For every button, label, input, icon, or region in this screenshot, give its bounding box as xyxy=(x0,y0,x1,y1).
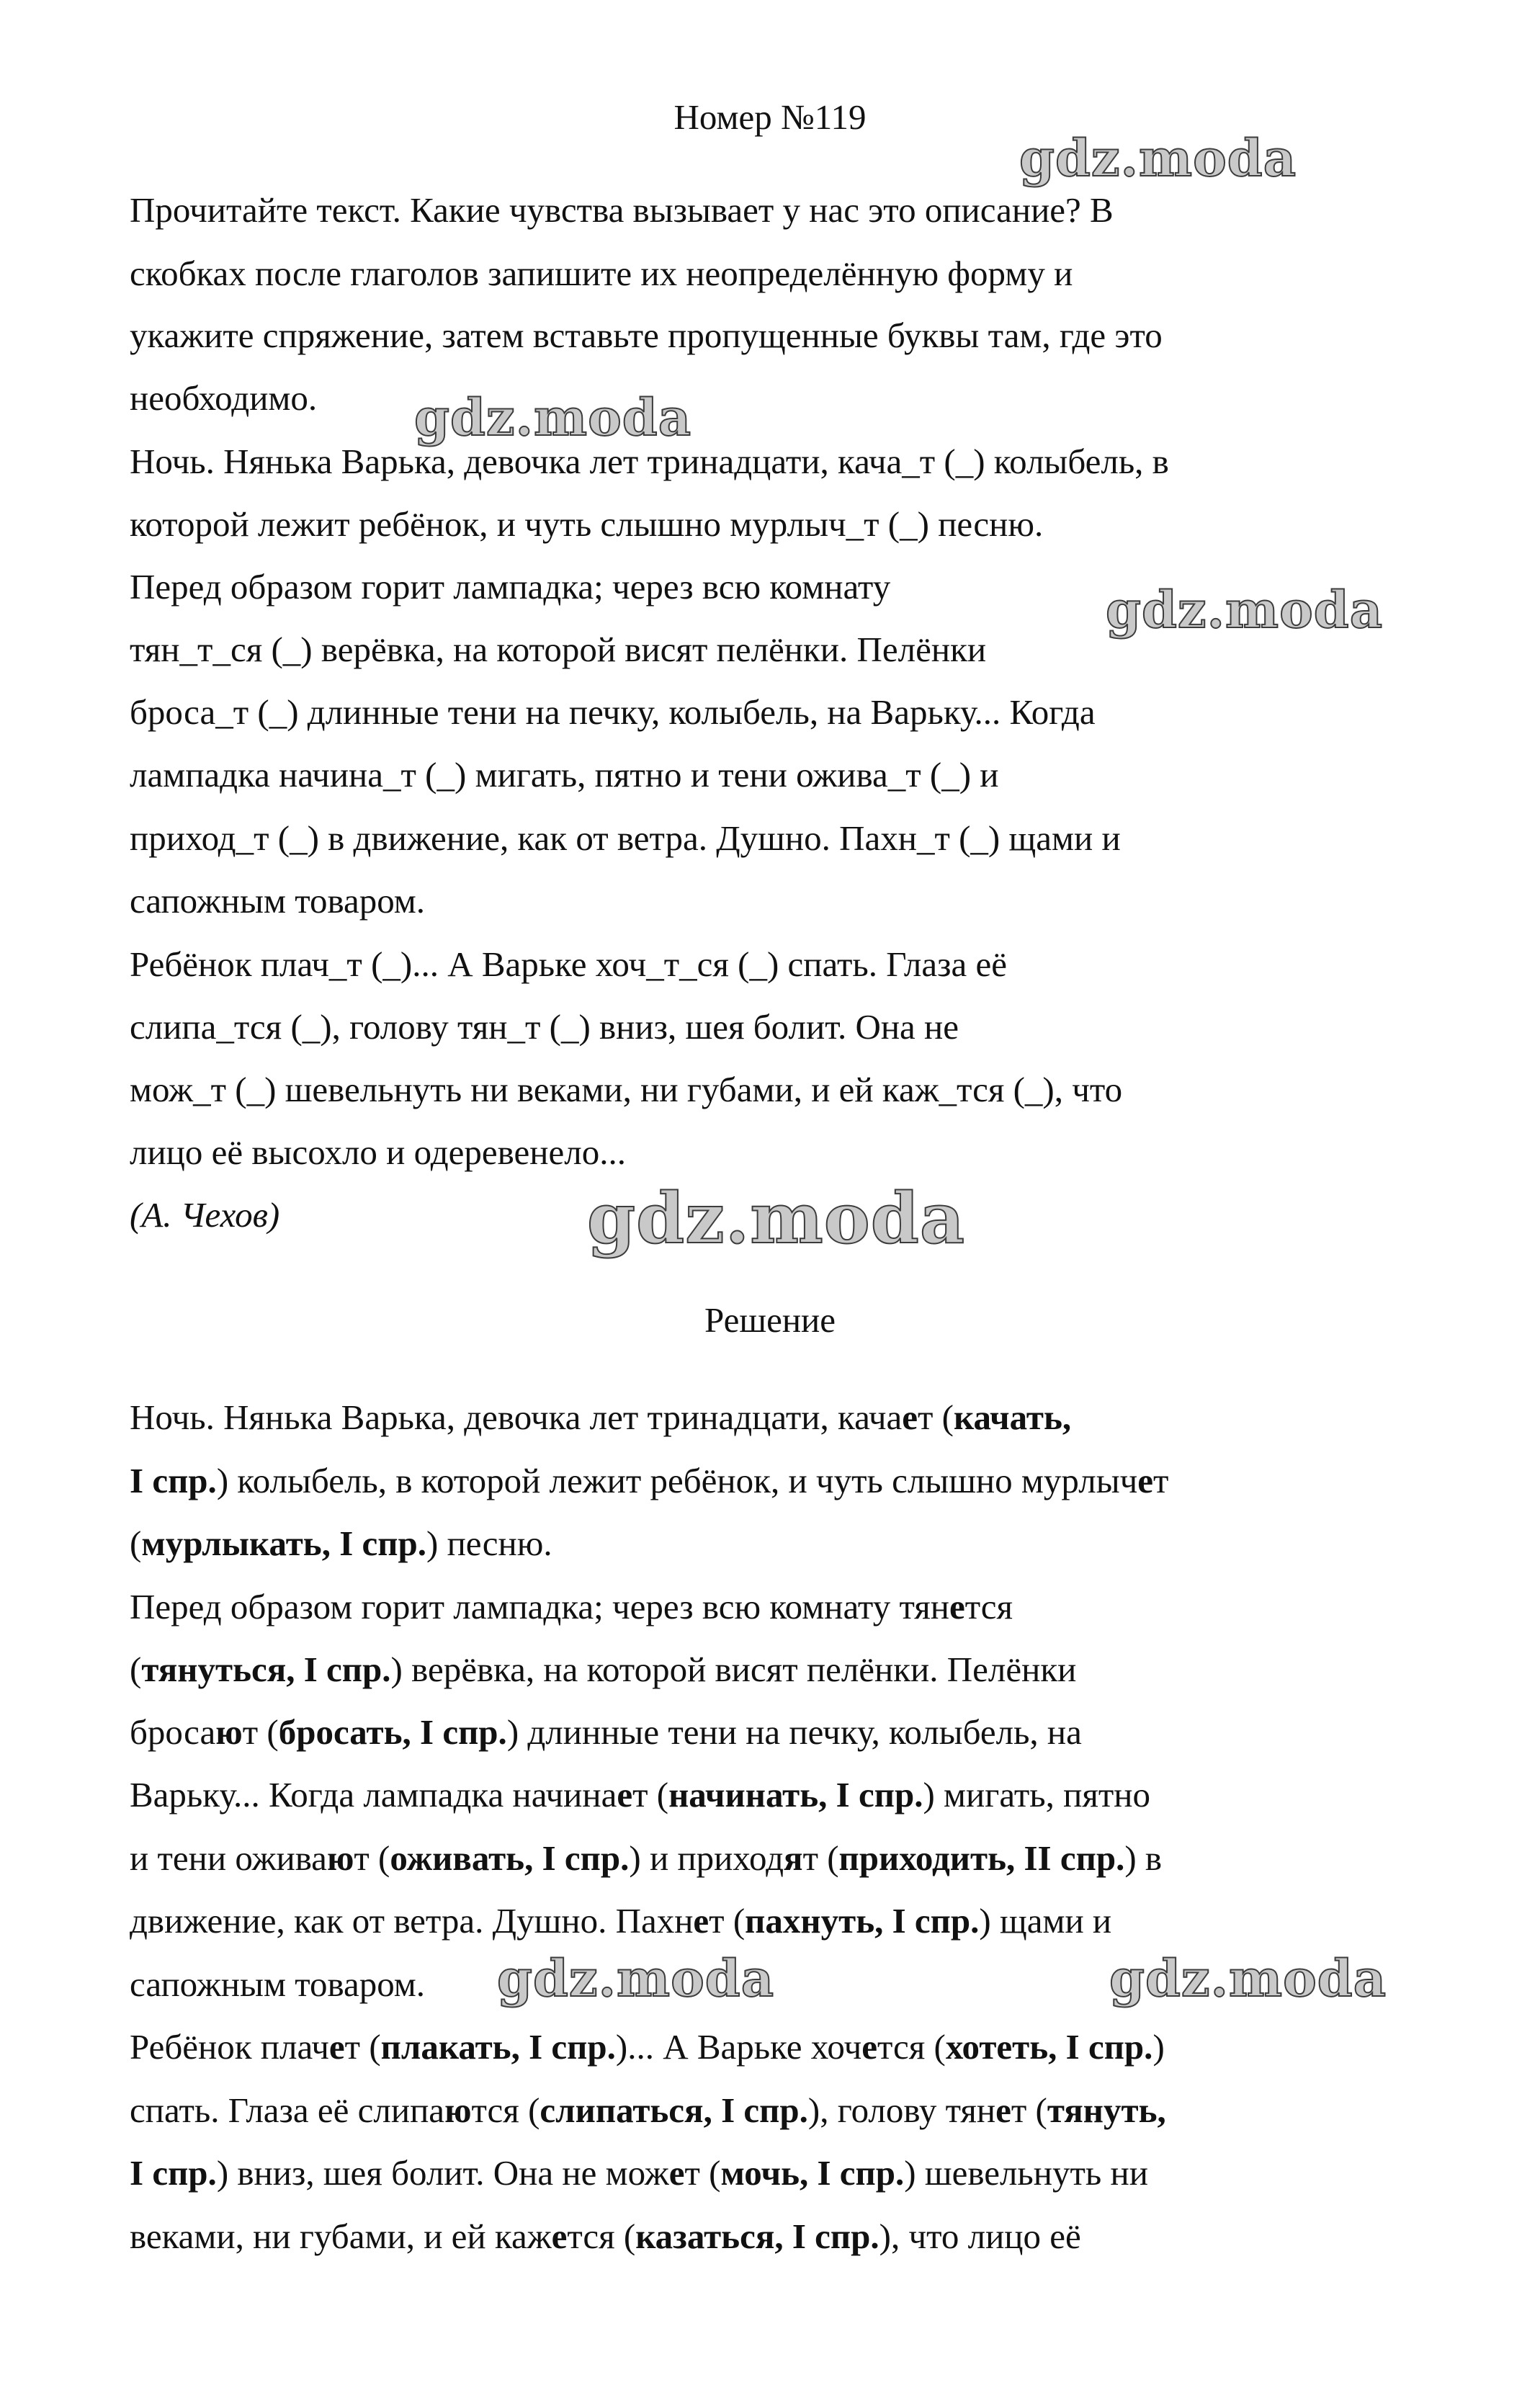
task-line-3: укажите спряжение, затем вставьте пропущенные буквы там, где это xyxy=(130,316,1163,355)
solution-line-14: веками, ни губами, и ей кажется (казаться, I спр.), что лицо её xyxy=(130,2216,1081,2256)
exercise-line-5: броса_т (_) длинные тени на печку, колыбель, на Варьку... Когда xyxy=(130,692,1096,732)
solution-line-1: Ночь. Нянька Варька, девочка лет тринадцати, качает (качать, xyxy=(130,1397,1072,1437)
watermark: gdz.moda xyxy=(1106,580,1384,640)
watermark: gdz.moda xyxy=(1109,1948,1387,2008)
exercise-line-8: сапожным товаром. xyxy=(130,881,426,921)
page-title: Номер №119 xyxy=(673,97,867,137)
exercise-line-10: слипа_тся (_), голову тян_т (_) вниз, шея болит. Она не xyxy=(130,1007,959,1047)
exercise-line-11: мож_т (_) шевельнуть ни веками, ни губами, и ей каж_тся (_), что xyxy=(130,1070,1123,1109)
solution-line-11: Ребёнок плачет (плакать, I спр.)... А Варьке хочется (хотеть, I спр.) xyxy=(130,2027,1165,2067)
task-line-4: необходимо. xyxy=(130,378,318,418)
task-line-2: скобках после глаголов запишите их неопределённую форму и xyxy=(130,254,1073,293)
exercise-line-2: которой лежит ребёнок, и чуть слышно мурлыч_т (_) песню. xyxy=(130,504,1044,544)
watermark: gdz.moda xyxy=(1019,128,1297,188)
watermark: gdz.moda xyxy=(414,388,692,447)
exercise-line-7: приход_т (_) в движение, как от ветра. Душно. Пахн_т (_) щами и xyxy=(130,818,1121,858)
exercise-line-6: лампадка начина_т (_) мигать, пятно и тени ожива_т (_) и xyxy=(130,755,999,795)
solution-line-8: и тени оживают (оживать, I спр.) и приходят (приходить, II спр.) в xyxy=(130,1838,1163,1878)
solution-line-7: Варьку... Когда лампадка начинает (начинать, I спр.) мигать, пятно xyxy=(130,1775,1151,1814)
solution-line-13: I спр.) вниз, шея болит. Она не может (мочь, I спр.) шевельнуть ни xyxy=(130,2153,1148,2193)
solution-line-10: сапожным товаром. xyxy=(130,1964,426,2004)
solution-line-5: (тянуться, I спр.) верёвка, на которой висят пелёнки. Пелёнки xyxy=(130,1650,1077,1689)
solution-line-9: движение, как от ветра. Душно. Пахнет (пахнуть, I спр.) щами и xyxy=(130,1901,1112,1941)
solution-heading: Решение xyxy=(704,1300,836,1340)
solution-line-4: Перед образом горит лампадка; через всю комнату тянется xyxy=(130,1587,1013,1626)
watermark: gdz.moda xyxy=(587,1178,966,1259)
exercise-line-3: Перед образом горит лампадка; через всю комнату xyxy=(130,567,891,607)
exercise-line-9: Ребёнок плач_т (_)... А Варьке хоч_т_ся (_) спать. Глаза её xyxy=(130,944,1007,984)
solution-line-6: бросают (бросать, I спр.) длинные тени на печку, колыбель, на xyxy=(130,1712,1082,1752)
author-attribution: (А. Чехов) xyxy=(130,1195,280,1235)
solution-line-3: (мурлыкать, I спр.) песню. xyxy=(130,1523,552,1563)
watermark: gdz.moda xyxy=(497,1948,775,2008)
task-line-1: Прочитайте текст. Какие чувства вызывает у нас это описание? В xyxy=(130,190,1114,230)
solution-line-12: спать. Глаза её слипаются (слипаться, I спр.), голову тянет (тянуть, xyxy=(130,2090,1166,2130)
exercise-line-4: тян_т_ся (_) верёвка, на которой висят пелёнки. Пелёнки xyxy=(130,630,987,669)
solution-line-2: I спр.) колыбель, в которой лежит ребёнок, и чуть слышно мурлычет xyxy=(130,1461,1169,1500)
exercise-line-12: лицо её высохло и одеревенело... xyxy=(130,1132,626,1172)
exercise-line-1: Ночь. Нянька Варька, девочка лет тринадцати, кача_т (_) колыбель, в xyxy=(130,442,1169,481)
